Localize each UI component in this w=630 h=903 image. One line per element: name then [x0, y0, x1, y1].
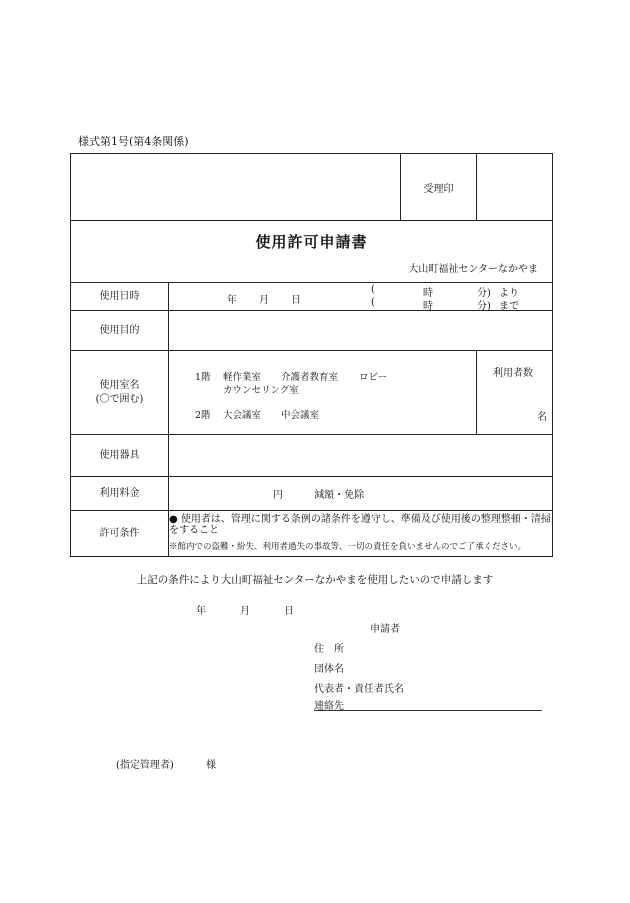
- conditions-label: 許可条件: [71, 511, 169, 557]
- usage-datetime-label: 使用日時: [71, 283, 169, 311]
- purpose-field[interactable]: [169, 311, 553, 351]
- room-lobby[interactable]: ロビー: [359, 371, 388, 383]
- date-day: 日: [284, 606, 294, 617]
- capacity-unit: 名: [537, 411, 547, 423]
- header-blank-cell: [71, 154, 401, 221]
- from-label: より: [499, 287, 519, 299]
- contact-field[interactable]: [314, 697, 542, 711]
- usage-datetime-field[interactable]: [169, 283, 553, 311]
- address-label: 住 所: [314, 644, 344, 655]
- room-counseling[interactable]: カウンセリング室: [223, 384, 299, 396]
- fee-label: 利用料金: [71, 477, 169, 511]
- condition-disclaimer: ※館内での盗難・紛失、利用者過失の事故等、一切の責任を負いませんのでご了承ください。: [169, 542, 527, 552]
- end-hour-label: 時: [423, 300, 433, 312]
- date-month: 月: [240, 606, 250, 617]
- room-medium-meeting[interactable]: 中会議室: [281, 409, 320, 421]
- room-large-meeting[interactable]: 大会議室: [223, 409, 262, 421]
- start-hour-label: 時: [423, 287, 433, 299]
- room-selection-cell: [169, 351, 477, 435]
- representative-label: 代表者・責任者氏名: [314, 684, 404, 695]
- room-label: 使用室名: [99, 379, 140, 391]
- room-light-work[interactable]: 軽作業室: [223, 371, 262, 383]
- date-year: 年: [196, 606, 206, 617]
- capacity-label: 利用者数: [493, 367, 533, 379]
- conditions-text: [169, 511, 553, 557]
- floor2-label: 2階: [195, 409, 211, 421]
- start-paren: (: [371, 283, 375, 295]
- receipt-stamp-label: 受理印: [401, 154, 477, 221]
- room-caregiver-education[interactable]: 介護者教育室: [281, 371, 339, 383]
- end-minute-label: 分): [477, 300, 491, 312]
- start-minute-label: 分): [477, 287, 491, 299]
- end-paren: (: [371, 296, 375, 308]
- fee-field[interactable]: [169, 477, 553, 511]
- month-label: 月: [259, 294, 269, 306]
- reduction-exemption-label[interactable]: 減額・免除: [314, 490, 365, 501]
- yen-label: 円: [273, 490, 283, 501]
- room-label-hint: (〇で囲む): [95, 393, 144, 405]
- day-label: 日: [291, 294, 301, 306]
- application-form-table: [70, 153, 553, 557]
- condition-rule: ● 使用者は、管理に関する条例の諸条件を遵守し、準備及び使用後の整理整頓・清掃をすること: [169, 514, 551, 536]
- declaration-text: 上記の条件により大山町福祉センターなかやまを使用したいので申請します: [136, 574, 494, 586]
- receipt-stamp-box[interactable]: [477, 154, 553, 221]
- year-label: 年: [227, 294, 237, 306]
- contact-label: 連絡先: [314, 701, 344, 712]
- until-label: まで: [499, 300, 519, 312]
- designated-manager-label: (指定管理者): [116, 760, 174, 771]
- applicant-heading: 申請者: [370, 624, 400, 635]
- form-title: 使用許可申請書: [255, 233, 368, 251]
- equipment-label: 使用器具: [71, 435, 169, 477]
- room-label-cell: [71, 351, 169, 435]
- equipment-field[interactable]: [169, 435, 553, 477]
- group-name-label: 団体名: [314, 664, 344, 675]
- form-number: 様式第1号(第4条関係): [78, 135, 189, 148]
- purpose-label: 使用目的: [71, 311, 169, 351]
- facility-name: 大山町福祉センターなかやま: [408, 264, 538, 275]
- title-cell: [71, 221, 553, 283]
- capacity-cell[interactable]: [477, 351, 553, 435]
- floor1-label: 1階: [195, 371, 211, 383]
- honorific-label: 様: [206, 760, 216, 771]
